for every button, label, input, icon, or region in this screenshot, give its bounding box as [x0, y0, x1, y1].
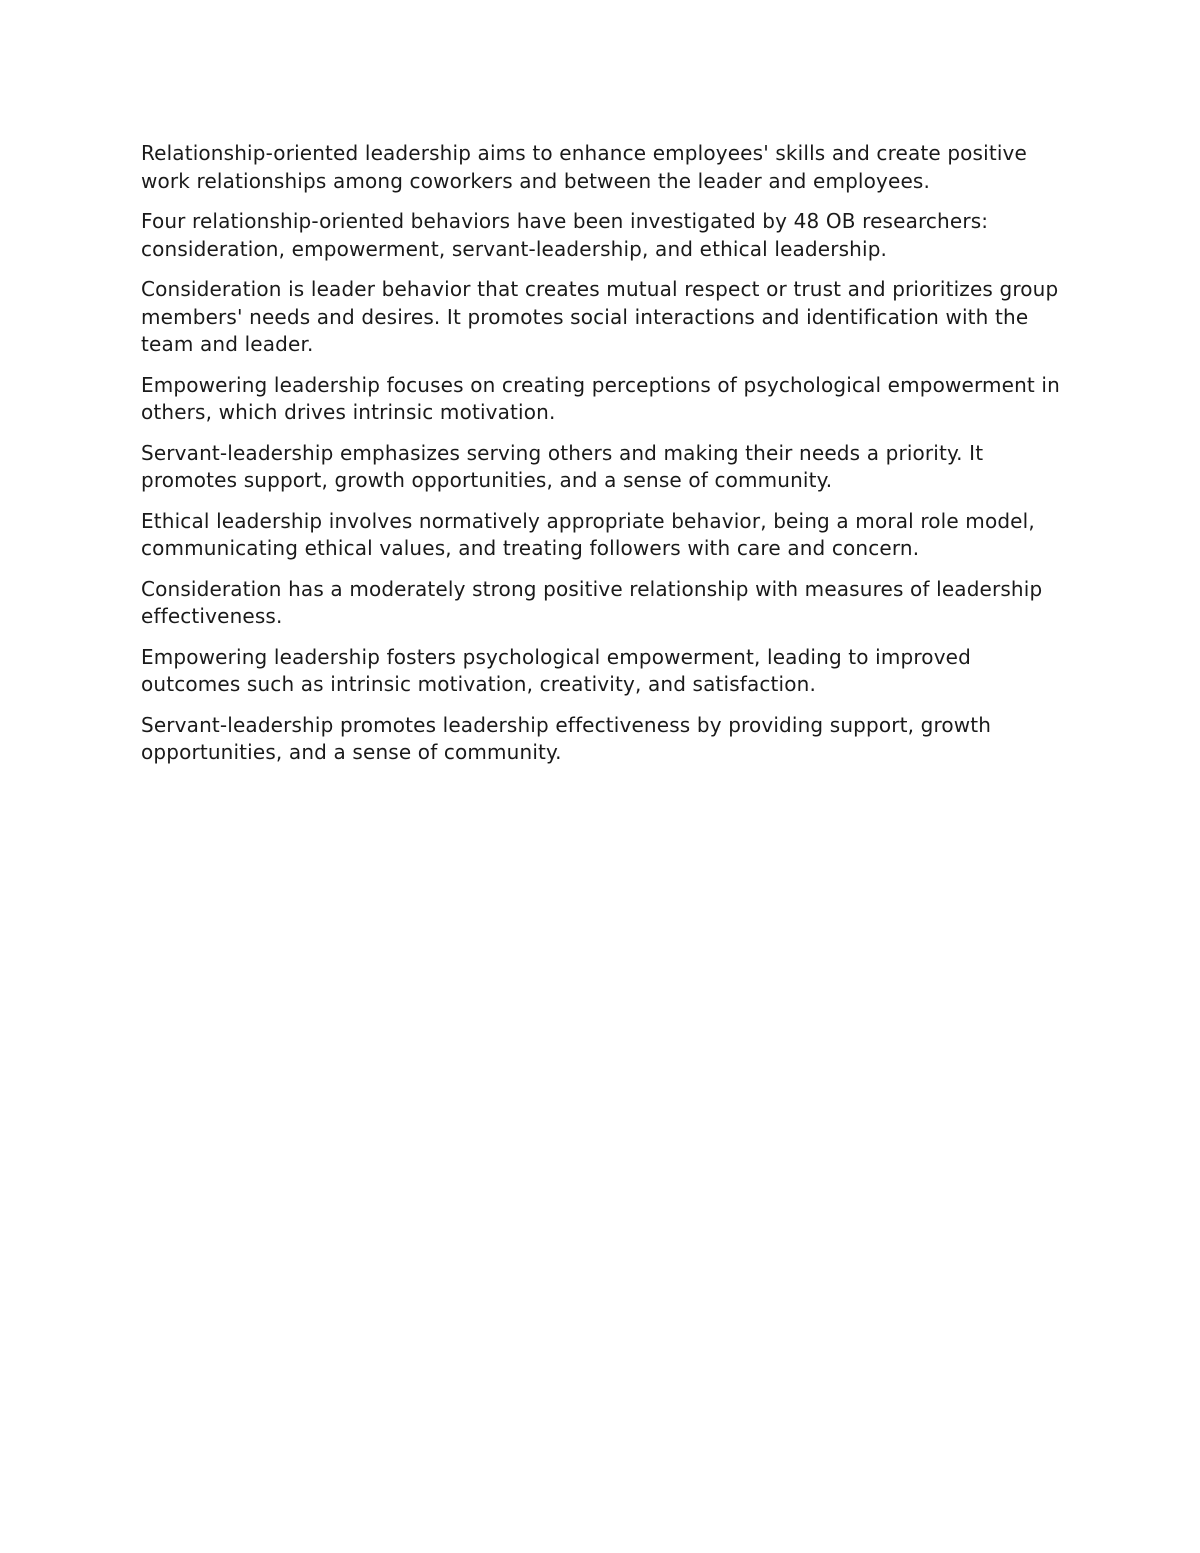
paragraph-consideration-effectiveness: Consideration has a moderately strong positive relationship with measures of leadership effectiveness. — [141, 576, 1043, 628]
document-body — [141, 140, 1061, 780]
paragraph-empowering-outcomes: Empowering leadership fosters psychological empowerment, leading to improved outcomes such as intrinsic motivation, creativity, and satisfaction. — [141, 644, 971, 696]
paragraph-servant-leadership: Servant-leadership emphasizes serving others and making their needs a priority. It promotes support, growth opportunities, and a sense of community. — [141, 440, 984, 492]
paragraph-ethical-leadership: Ethical leadership involves normatively appropriate behavior, being a moral role model, communicating ethical values, and treating followers with care and concern. — [141, 508, 1035, 560]
paragraph-consideration: Consideration is leader behavior that creates mutual respect or trust and prioritizes group members' needs and desires. It promotes social interactions and identification with the team and leader. — [141, 277, 1059, 356]
paragraph-servant-effectiveness: Servant-leadership promotes leadership effectiveness by providing support, growth opportunities, and a sense of community. — [141, 712, 992, 764]
paragraph-empowering-leadership: Empowering leadership focuses on creating perceptions of psychological empowerment in others, which drives intrinsic motivation. — [141, 372, 1060, 424]
paragraph-four-behaviors: Four relationship-oriented behaviors have been investigated by 48 OB researchers: consideration, empowerment, servant-leadership, and ethical leadership. — [141, 209, 989, 261]
paragraph-relationship-oriented-definition: Relationship-oriented leadership aims to enhance employees' skills and create positive work relationships among coworkers and between the leader and employees. — [141, 141, 1027, 193]
